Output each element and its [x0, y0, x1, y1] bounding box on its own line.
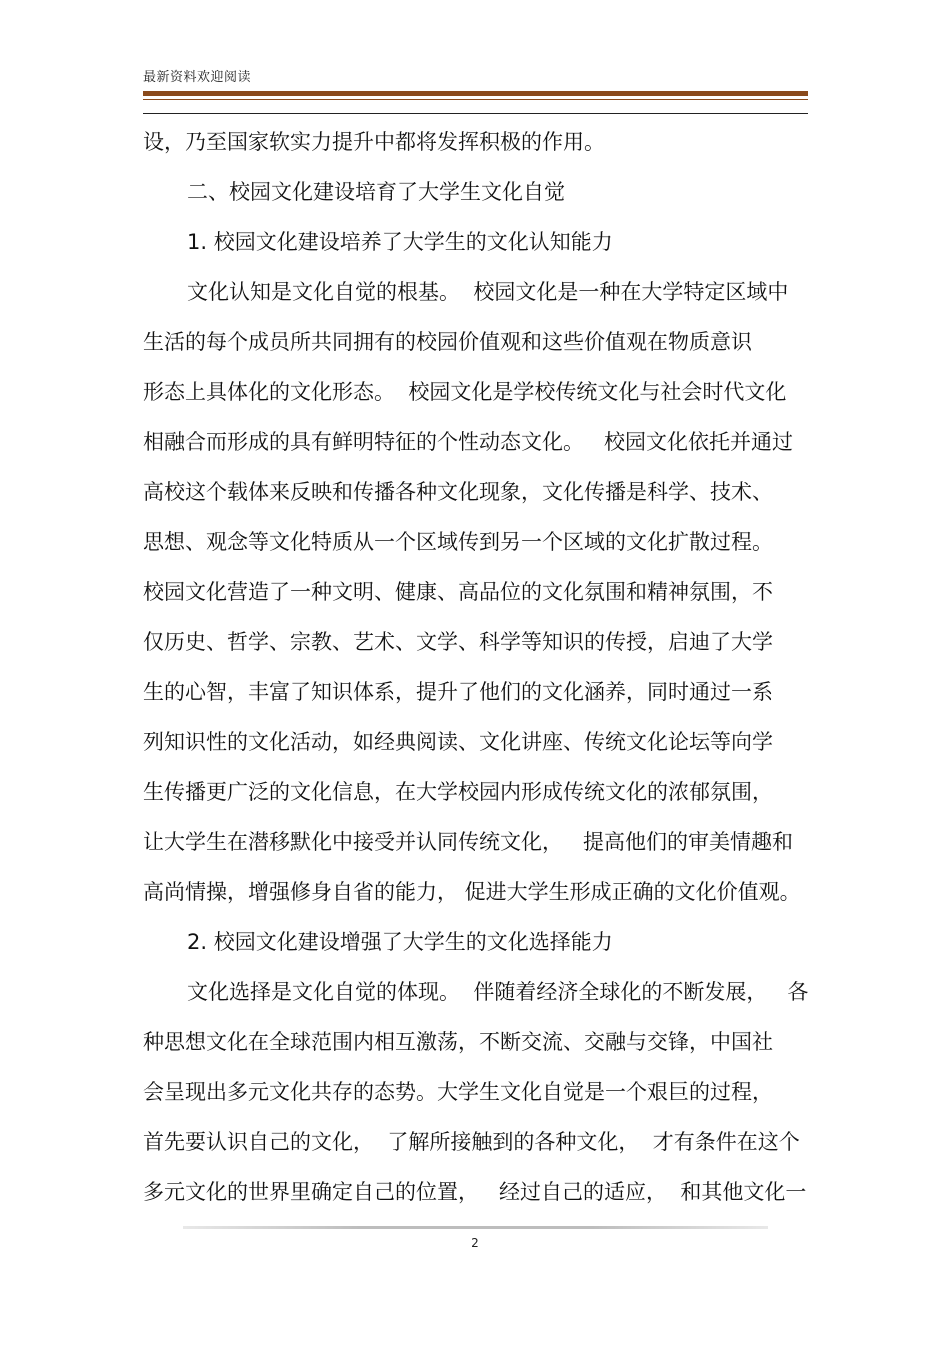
header-rule-thin [143, 99, 808, 100]
text-line: 生的心智，丰富了知识体系，提升了他们的文化涵养，同时通过一系 [143, 680, 773, 704]
header-rule-thick [143, 91, 808, 96]
header-rule-black [143, 113, 808, 114]
subsection-heading: 2. 校园文化建设增强了大学生的文化选择能力 [187, 930, 613, 954]
text-line: 仅历史、哲学、宗教、艺术、文学、科学等知识的传授，启迪了大学 [143, 630, 773, 654]
text-line: 思想、观念等文化特质从一个区域传到另一个区域的文化扩散过程。 [143, 530, 773, 554]
text-line: 会呈现出多元文化共存的态势。大学生文化自觉是一个艰巨的过程， [143, 1080, 773, 1104]
subsection-heading: 1. 校园文化建设培养了大学生的文化认知能力 [187, 230, 613, 254]
text-line: 首先要认识自己的文化， 了解所接触到的各种文化， 才有条件在这个 [143, 1130, 800, 1154]
text-line: 列知识性的文化活动，如经典阅读、文化讲座、传统文化论坛等向学 [143, 730, 773, 754]
text-line: 高校这个载体来反映和传播各种文化现象，文化传播是科学、技术、 [143, 480, 773, 504]
text-line: 设，乃至国家软实力提升中都将发挥积极的作用。 [143, 130, 605, 154]
text-line: 多元文化的世界里确定自己的位置， 经过自己的适应， 和其他文化一 [143, 1180, 807, 1204]
text-line: 让大学生在潜移默化中接受并认同传统文化， 提高他们的审美情趣和 [143, 830, 794, 854]
text-line: 文化认知是文化自觉的根基。 校园文化是一种在大学特定区域中 [187, 280, 789, 304]
text-line: 形态上具体化的文化形态。 校园文化是学校传统文化与社会时代文化 [143, 380, 787, 404]
text-line: 相融合而形成的具有鲜明特征的个性动态文化。 校园文化依托并通过 [143, 430, 794, 454]
text-line: 校园文化营造了一种文明、健康、高品位的文化氛围和精神氛围，不 [143, 580, 773, 604]
section-heading: 二、校园文化建设培育了大学生文化自觉 [187, 180, 565, 204]
header-text: 最新资料欢迎阅读 [143, 70, 252, 85]
text-line: 生传播更广泛的文化信息，在大学校园内形成传统文化的浓郁氛围， [143, 780, 773, 804]
text-line: 生活的每个成员所共同拥有的校园价值观和这些价值观在物质意识 [143, 330, 752, 354]
footer-rule [183, 1226, 768, 1229]
text-line: 种思想文化在全球范围内相互激荡，不断交流、交融与交锋，中国社 [143, 1030, 773, 1054]
text-line: 高尚情操，增强修身自省的能力， 促进大学生形成正确的文化价值观。 [143, 880, 801, 904]
text-line: 文化选择是文化自觉的体现。 伴随着经济全球化的不断发展， 各 [187, 980, 809, 1004]
page-number: 2 [471, 1236, 479, 1250]
